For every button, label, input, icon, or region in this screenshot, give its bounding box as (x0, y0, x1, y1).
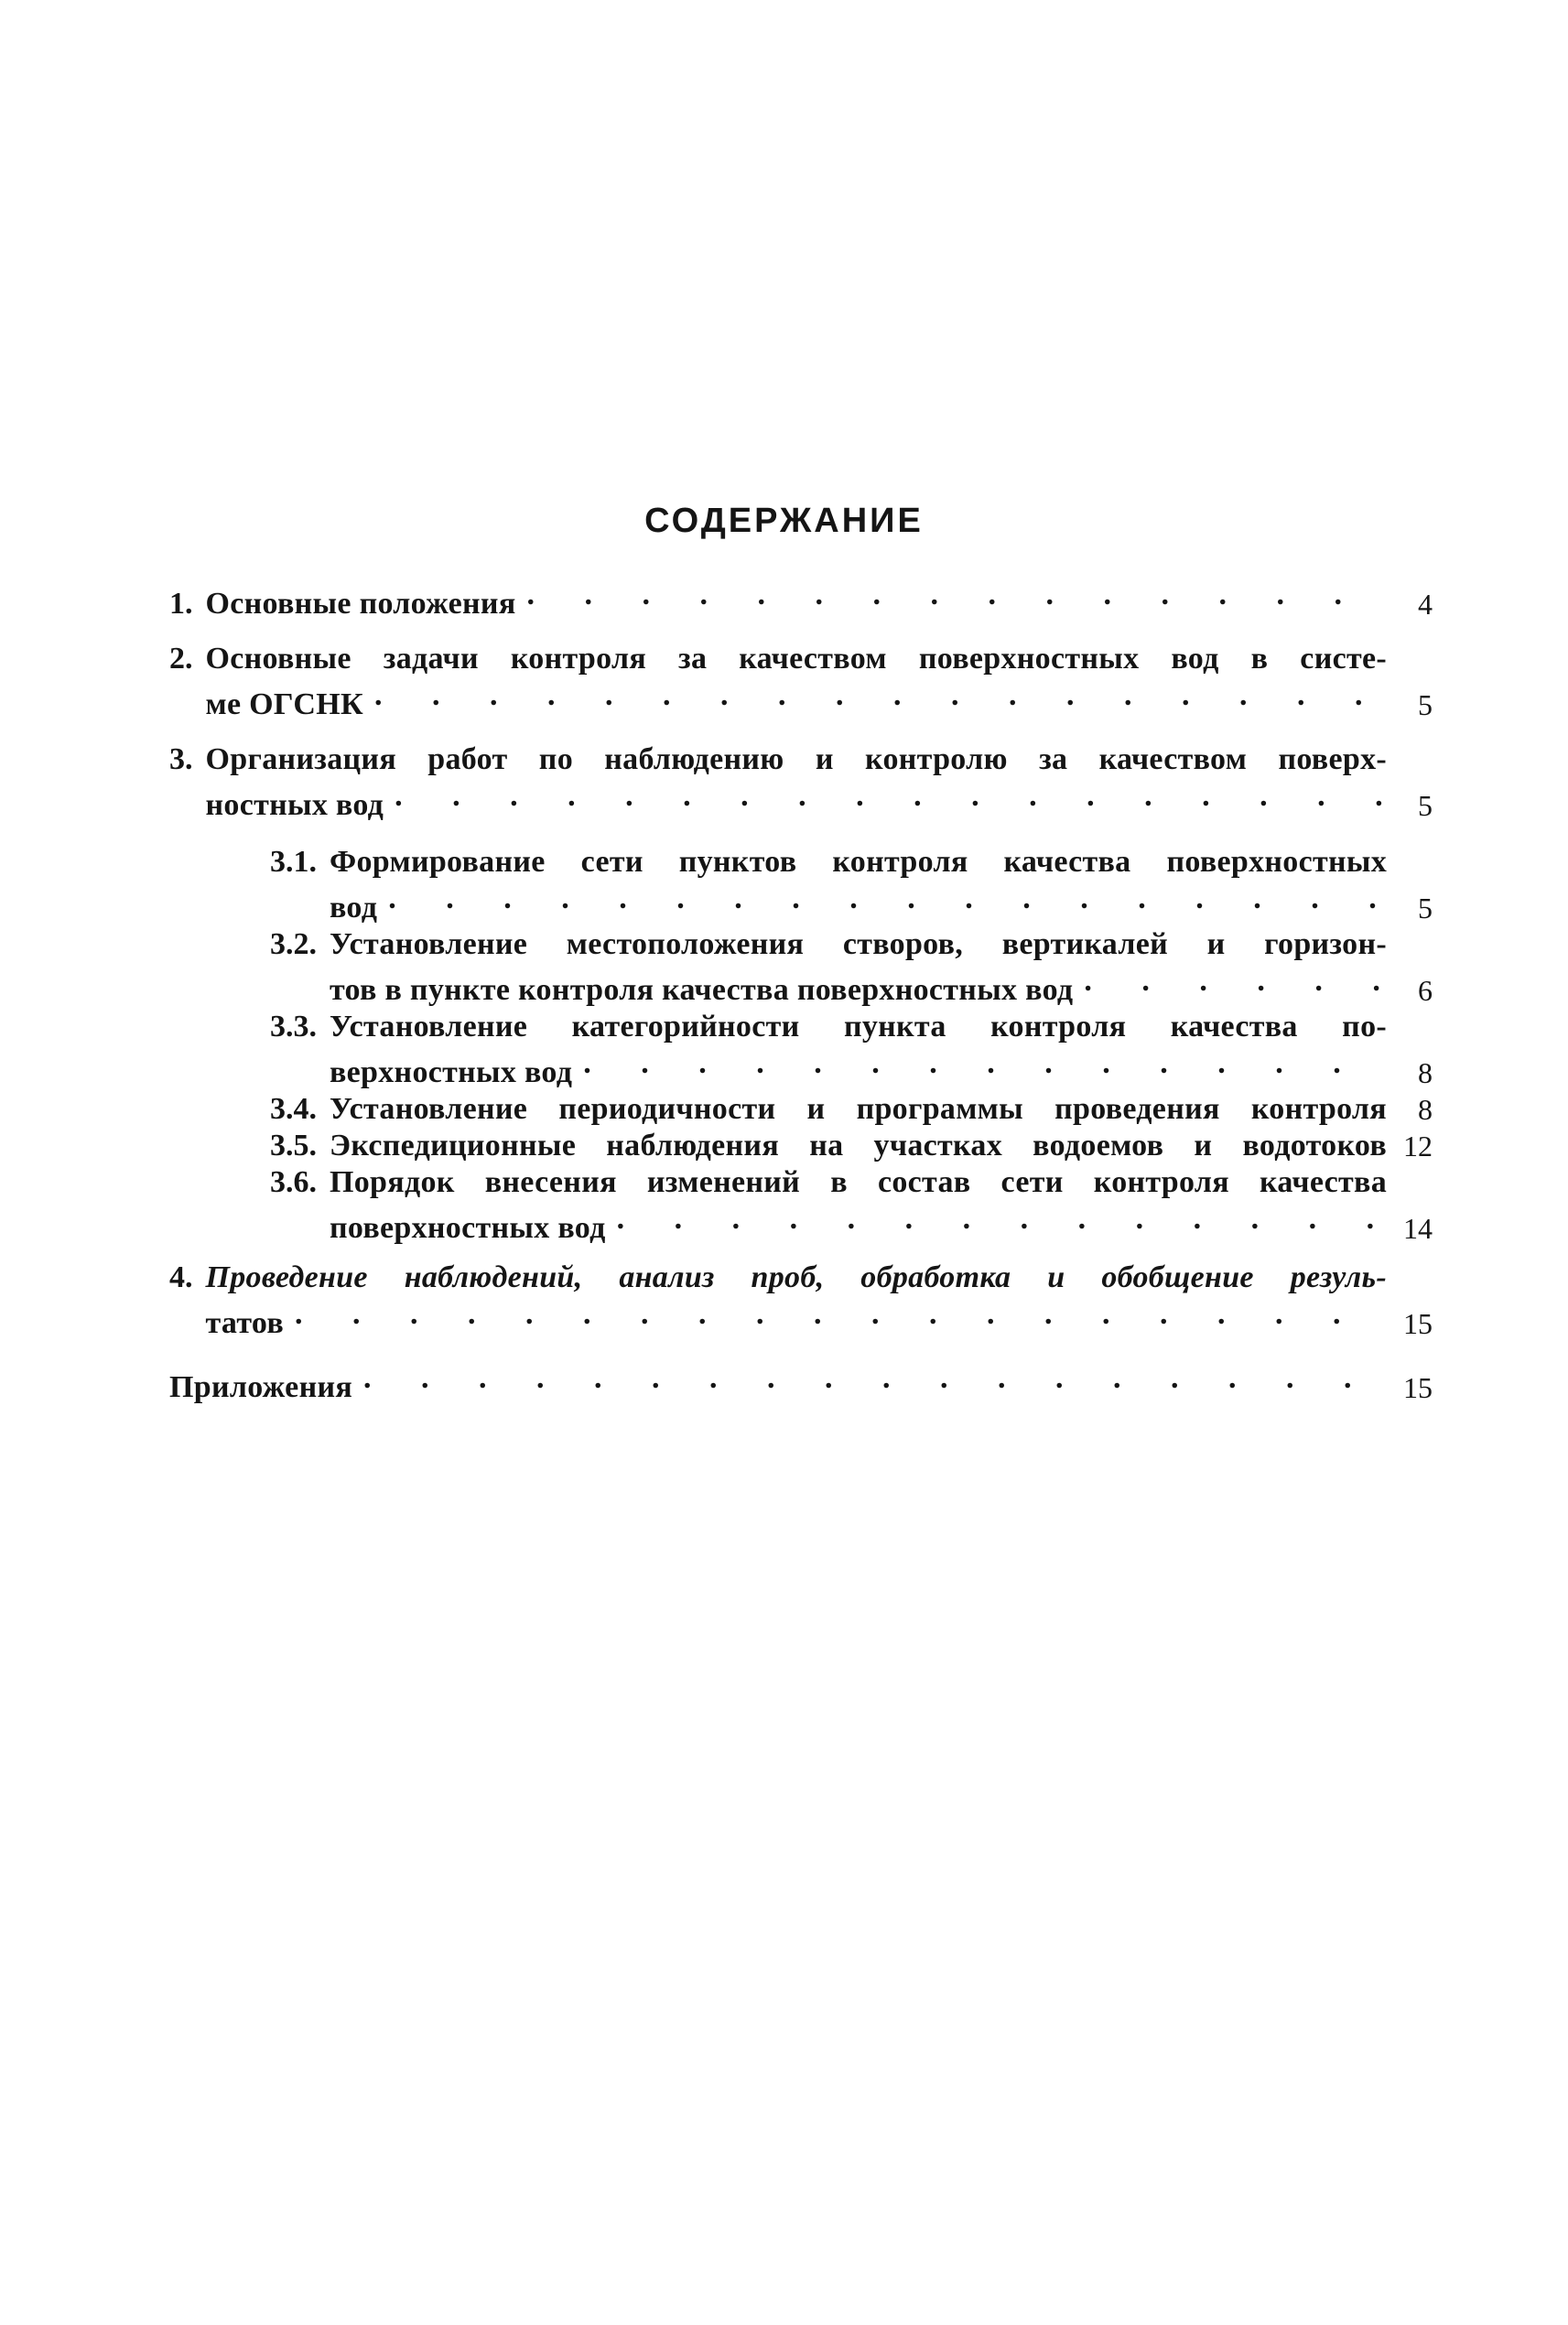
toc-entry-number: 3.2. (270, 927, 317, 961)
dot-leader (363, 1360, 1387, 1397)
toc-entry-title-line: Установление местоположения створов, вертикалей и горизон- (330, 927, 1387, 961)
toc-page-number: 8 (1418, 1093, 1433, 1126)
toc-page-number: 12 (1403, 1130, 1433, 1162)
toc-entry-1 (169, 577, 1433, 622)
toc-entry-3-6 (169, 1164, 1433, 1247)
toc-entry-title-line: тов в пункте контроля качества поверхностных вод (330, 973, 1074, 1007)
toc-entry-3-2 (169, 926, 1433, 1009)
dot-leader (583, 1045, 1387, 1082)
toc-entry-title-line: Основные задачи контроля за качеством поверхностных вод в систе- (205, 642, 1387, 676)
page-title: СОДЕРЖАНИЕ (644, 502, 924, 540)
toc-entry-3-3 (169, 1009, 1433, 1091)
toc-entry-number: 1. (169, 587, 193, 621)
toc-page-number: 5 (1418, 789, 1433, 822)
toc-entry-3-4 (169, 1091, 1433, 1128)
toc-entry-title: Основные положения (205, 587, 516, 621)
dot-leader (395, 778, 1387, 815)
toc-entry-number: 3. (169, 742, 193, 776)
toc-entry-3-1 (169, 844, 1433, 926)
toc-entry-number: 4. (169, 1260, 193, 1294)
toc-page-number: 15 (1403, 1307, 1433, 1340)
toc-entry-title-line: вод (330, 891, 378, 925)
toc-entry-number: 3.4. (270, 1092, 317, 1126)
toc-entry-title-line: Порядок внесения изменений в состав сети контроля качества (330, 1165, 1387, 1199)
toc-entry-title-line: верхностных вод (330, 1055, 573, 1089)
toc-entry-number: 3.1. (270, 845, 317, 879)
toc-entry-number: 3.3. (270, 1010, 317, 1044)
toc-page-number: 5 (1418, 688, 1433, 721)
dot-leader (374, 677, 1387, 714)
toc-page-number: 6 (1418, 974, 1433, 1007)
toc-entry-appendices (169, 1360, 1433, 1406)
toc-entry-number: 3.5. (270, 1129, 317, 1162)
toc-entry-title-line: татов (205, 1306, 285, 1340)
toc-entry-title-line: Организация работ по наблюдению и контролю за качеством поверх- (205, 742, 1387, 776)
toc-entry-3 (169, 741, 1433, 824)
toc-entry-2 (169, 641, 1433, 723)
toc-entry-title-line: Проведение наблюдений, анализ проб, обработка и обобщение резуль- (205, 1260, 1387, 1294)
toc-entry-title-line: Установление категорийности пункта контроля качества по- (330, 1010, 1387, 1044)
toc-page-number: 15 (1403, 1371, 1433, 1404)
toc-page-number: 4 (1418, 588, 1433, 621)
toc-page-number: 8 (1418, 1056, 1433, 1089)
toc-entry-title-line: поверхностных вод (330, 1211, 606, 1245)
toc-entry-title-line: Установление периодичности и программы проведения контроля (330, 1092, 1387, 1126)
dot-leader (527, 577, 1387, 613)
table-of-contents (169, 577, 1433, 1406)
toc-entry-number: 3.6. (270, 1165, 317, 1199)
toc-entry-title-line: Формирование сети пунктов контроля качества поверхностных (330, 845, 1387, 879)
toc-page-number: 5 (1418, 892, 1433, 925)
toc-entry-3-5 (169, 1128, 1433, 1164)
dot-leader (617, 1201, 1387, 1238)
toc-page-number: 14 (1403, 1212, 1433, 1245)
dot-leader (1084, 963, 1387, 1000)
toc-entry-title-line: ностных вод (205, 788, 384, 822)
dot-leader (388, 881, 1387, 917)
toc-entry-title-line: Экспедиционные наблюдения на участках водоемов и водотоков (330, 1129, 1387, 1162)
toc-entry-4 (169, 1260, 1433, 1342)
dot-leader (295, 1296, 1387, 1333)
toc-entry-number: 2. (169, 642, 193, 676)
toc-entry-title: Приложения (169, 1370, 353, 1404)
toc-entry-title-line: ме ОГСНК (205, 687, 363, 721)
